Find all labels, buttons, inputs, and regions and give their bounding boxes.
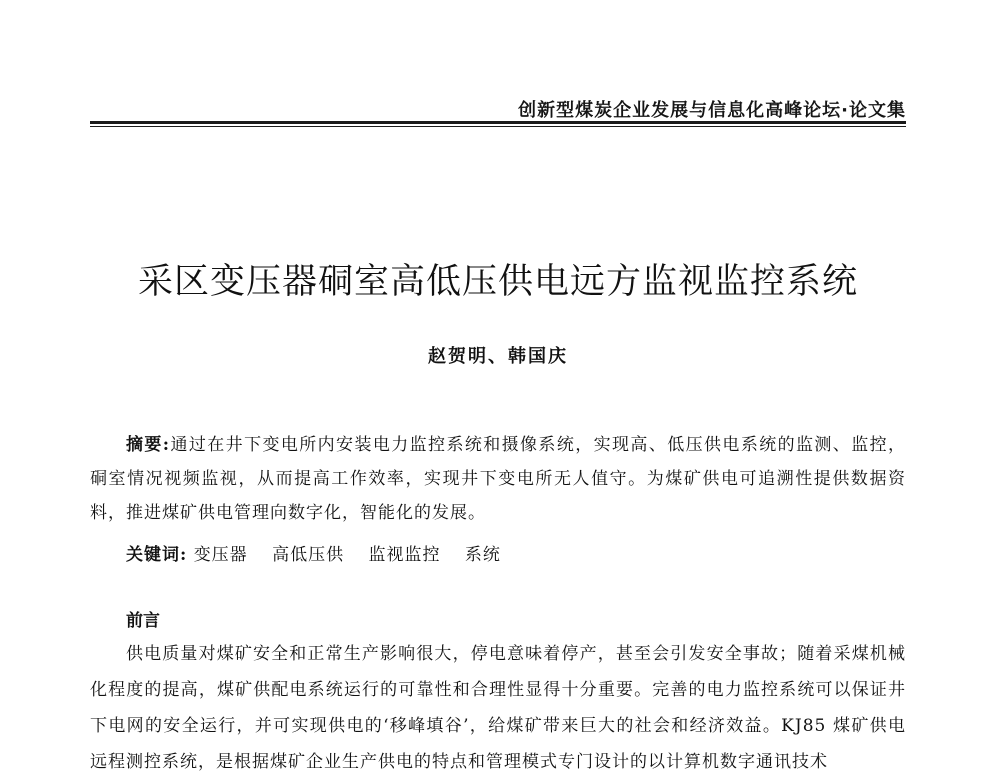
- section-heading: 前言: [126, 611, 160, 631]
- keyword-item: 高低压供: [272, 545, 345, 565]
- abstract: [90, 428, 906, 530]
- header-rule-thin: [90, 126, 906, 127]
- keywords-label: 关键词:: [126, 545, 188, 565]
- keyword-item: 变压器: [193, 545, 248, 565]
- body-paragraph: 供电质量对煤矿安全和正常生产影响很大，停电意味着停产，甚至会引发安全事故；随着采煤机械化程度的提高，煤矿供配电系统运行的可靠性和合理性显得十分重要。完善的电力监控系统可以保证井下电网的安全运行，并可实现供电的‘移峰填谷’，给煤矿带来巨大的社会和经济效益。KJ85 煤矿供电远程测控系统，是根据煤矿企业生产供电的特点和管理模式专门设计的以计算机数字通讯技术: [90, 644, 906, 772]
- abstract-paragraph: [90, 428, 906, 530]
- authors: 赵贺明、韩国庆: [428, 346, 568, 367]
- keyword-item: 系统: [464, 545, 501, 565]
- paper-title: 采区变压器硐室高低压供电远方监视监控系统: [137, 262, 858, 302]
- abstract-label: 摘要:: [126, 435, 171, 455]
- abstract-text: 通过在井下变电所内安装电力监控系统和摄像系统，实现高、低压供电系统的监测、监控，硐室情况视频监视，从而提高工作效率，实现井下变电所无人值守。为煤矿供电可追溯性提供数据资料，推进煤矿供电管理向数字化，智能化的发展。: [90, 435, 906, 523]
- header-rule: [90, 121, 906, 124]
- keyword-item: 监视监控: [368, 545, 441, 565]
- keywords: [126, 540, 906, 565]
- running-header: 创新型煤炭企业发展与信息化高峰论坛·论文集: [518, 100, 906, 121]
